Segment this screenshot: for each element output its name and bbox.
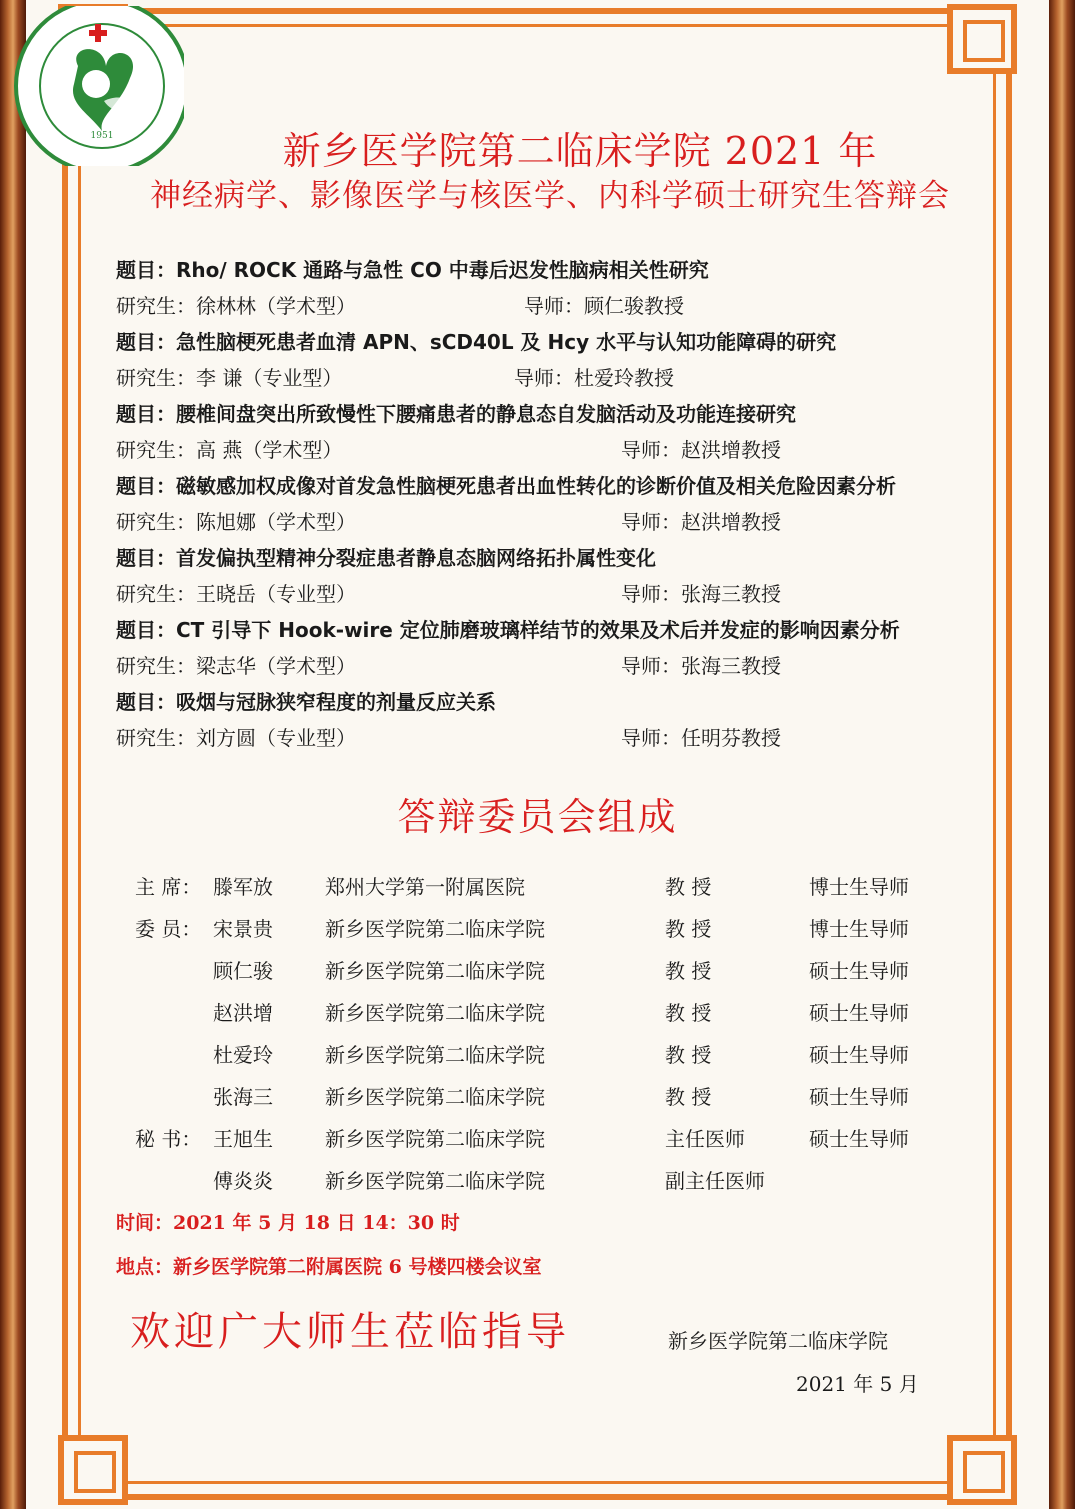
student-name: 研究生：高 燕（学术型）: [116, 438, 343, 462]
page-subtitle: 神经病学、影像医学与核医学、内科学硕士研究生答辩会: [150, 178, 950, 214]
member-supervisor: 博士生导师: [809, 875, 909, 899]
topic-title: 题目：首发偏执型精神分裂症患者静息态脑网络拓扑属性变化: [116, 546, 656, 570]
event-place: 地点：新乡医学院第二附属医院 6 号楼四楼会议室: [116, 1256, 542, 1278]
topic-student-row: [116, 290, 996, 326]
member-name: 滕军放: [213, 875, 273, 899]
member-name: 赵洪增: [213, 1001, 273, 1025]
organizer-signature: 新乡医学院第二临床学院: [668, 1329, 888, 1353]
committee-member-row: [135, 1076, 955, 1118]
member-supervisor: 硕士生导师: [809, 1043, 909, 1067]
student-name: 研究生：李 谦（专业型）: [116, 366, 343, 390]
member-org: 郑州大学第一附属医院: [325, 875, 525, 899]
committee-member-row: [135, 1034, 955, 1076]
topic-title: 题目：Rho/ ROCK 通路与急性 CO 中毒后迟发性脑病相关性研究: [116, 258, 709, 282]
member-name: 傅炎炎: [213, 1169, 273, 1193]
advisor-name: 导师：杜爱玲教授: [514, 366, 674, 390]
issue-date: 2021 年 5 月: [796, 1372, 919, 1396]
member-org: 新乡医学院第二临床学院: [325, 1001, 545, 1025]
committee-member-row: [135, 950, 955, 992]
advisor-name: 导师：赵洪增教授: [621, 510, 781, 534]
student-name: 研究生：徐林林（学术型）: [116, 294, 356, 318]
topic-list: [116, 254, 996, 758]
member-title: 教 授: [665, 1085, 712, 1109]
member-org: 新乡医学院第二临床学院: [325, 917, 545, 941]
topic-title: 题目：腰椎间盘突出所致慢性下腰痛患者的静息态自发脑活动及功能连接研究: [116, 402, 796, 426]
topic-student-row: [116, 578, 996, 614]
member-org: 新乡医学院第二临床学院: [325, 1043, 545, 1067]
topic-title: 题目：吸烟与冠脉狭窄程度的剂量反应关系: [116, 690, 496, 714]
member-org: 新乡医学院第二临床学院: [325, 1085, 545, 1109]
student-name: 研究生：刘方圆（专业型）: [116, 726, 356, 750]
advisor-name: 导师：赵洪增教授: [621, 438, 781, 462]
member-name: 张海三: [213, 1085, 273, 1109]
member-supervisor: 硕士生导师: [809, 1127, 909, 1151]
committee-member-row: [135, 992, 955, 1034]
committee-member-row: [135, 1118, 955, 1160]
member-org: 新乡医学院第二临床学院: [325, 1127, 545, 1151]
topic-title: 题目：CT 引导下 Hook-wire 定位肺磨玻璃样结节的效果及术后并发症的影响因素分析: [116, 618, 900, 642]
member-supervisor: 硕士生导师: [809, 1001, 909, 1025]
topic-title: 题目：磁敏感加权成像对首发急性脑梗死患者出血性转化的诊断价值及相关危险因素分析: [116, 474, 896, 498]
member-role: 主 席：: [135, 875, 202, 899]
member-title: 主任医师: [665, 1127, 745, 1151]
advisor-name: 导师：张海三教授: [621, 582, 781, 606]
committee-member-row: [135, 866, 955, 908]
member-name: 宋景贵: [213, 917, 273, 941]
member-title: 副主任医师: [665, 1169, 765, 1193]
member-title: 教 授: [665, 875, 712, 899]
topic-title: 题目：急性脑梗死患者血清 APN、sCD40L 及 Hcy 水平与认知功能障碍的研究: [116, 330, 837, 354]
member-title: 教 授: [665, 1001, 712, 1025]
member-title: 教 授: [665, 1043, 712, 1067]
svg-text:1951: 1951: [90, 131, 114, 141]
advisor-name: 导师：任明芬教授: [621, 726, 781, 750]
topic-student-row: [116, 362, 996, 398]
advisor-name: 导师：张海三教授: [621, 654, 781, 678]
member-org: 新乡医学院第二临床学院: [325, 959, 545, 983]
topic-student-row: [116, 722, 996, 758]
member-org: 新乡医学院第二临床学院: [325, 1169, 545, 1193]
event-time: 时间：2021 年 5 月 18 日 14：30 时: [116, 1212, 460, 1234]
member-supervisor: 硕士生导师: [809, 959, 909, 983]
page-title: 新乡医学院第二临床学院 2021 年: [282, 129, 878, 173]
member-title: 教 授: [665, 959, 712, 983]
topic-student-row: [116, 650, 996, 686]
topic-student-row: [116, 506, 996, 542]
member-supervisor: 博士生导师: [809, 917, 909, 941]
committee-title: 答辩委员会组成: [397, 795, 678, 839]
advisor-name: 导师：顾仁骏教授: [524, 294, 684, 318]
student-name: 研究生：王晓岳（专业型）: [116, 582, 356, 606]
member-supervisor: 硕士生导师: [809, 1085, 909, 1109]
member-role: 委 员：: [135, 917, 202, 941]
committee-member-list: [135, 866, 955, 1202]
member-name: 顾仁骏: [213, 959, 273, 983]
student-name: 研究生：陈旭娜（学术型）: [116, 510, 356, 534]
student-name: 研究生：梁志华（学术型）: [116, 654, 356, 678]
member-name: 杜爱玲: [213, 1043, 273, 1067]
member-title: 教 授: [665, 917, 712, 941]
committee-member-row: [135, 1160, 955, 1202]
topic-student-row: [116, 434, 996, 470]
member-role: 秘 书：: [135, 1127, 202, 1151]
member-name: 王旭生: [213, 1127, 273, 1151]
committee-member-row: [135, 908, 955, 950]
welcome-slogan: 欢迎广大师生莅临指导: [130, 1309, 570, 1355]
